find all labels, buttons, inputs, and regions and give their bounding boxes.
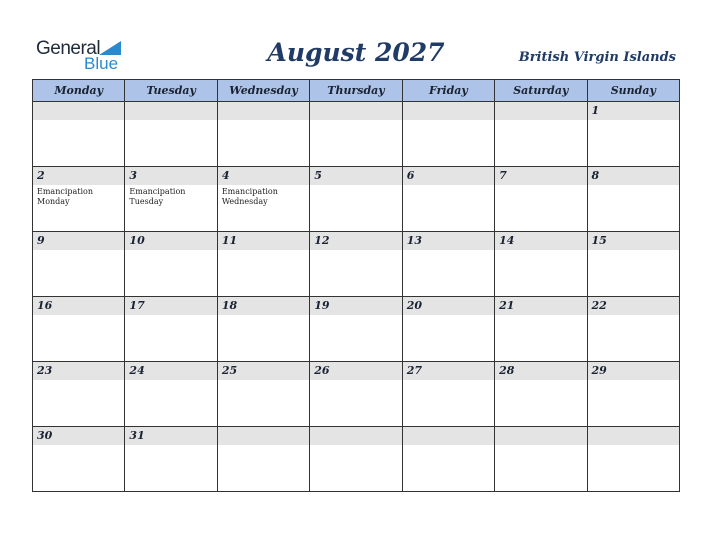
day-number: 3 [125,167,216,185]
holiday-label [403,380,494,382]
week-row [33,297,680,362]
holiday-label [403,445,494,447]
day-number: 24 [125,362,216,380]
holiday-label [495,250,586,252]
holiday-label [218,315,309,317]
holiday-label [310,120,401,122]
day-cell [402,427,494,492]
day-number [495,102,586,120]
day-cell [217,167,309,232]
day-cell [587,362,679,427]
day-cell [587,297,679,362]
day-cell [402,232,494,297]
weekday-monday: Monday [33,80,125,102]
day-number: 17 [125,297,216,315]
holiday-label [218,380,309,382]
holiday-label [495,185,586,187]
country-name: British Virgin Islands [518,50,676,65]
holiday-label [403,120,494,122]
day-cell [217,427,309,492]
day-number: 19 [310,297,401,315]
holiday-label: Emancipation Monday [37,187,94,206]
day-number: 15 [588,232,679,250]
day-number: 9 [33,232,124,250]
day-number: 16 [33,297,124,315]
holiday-label [218,445,309,447]
day-number: 31 [125,427,216,445]
holiday-label [310,380,401,382]
holiday-label [310,250,401,252]
day-cell [125,427,217,492]
day-cell [495,297,587,362]
day-cell [217,232,309,297]
day-cell [33,232,125,297]
day-cell [402,102,494,167]
day-number: 10 [125,232,216,250]
day-number: 8 [588,167,679,185]
day-number: 1 [588,102,679,120]
weekday-header-row [33,80,680,102]
day-cell [125,232,217,297]
weekday-tuesday: Tuesday [125,80,217,102]
day-cell [310,167,402,232]
day-cell [587,232,679,297]
day-number: 7 [495,167,586,185]
day-number [310,427,401,445]
day-number: 20 [403,297,494,315]
day-number [125,102,216,120]
week-row [33,102,680,167]
day-cell [310,232,402,297]
day-cell [402,167,494,232]
week-row [33,427,680,492]
day-cell [33,427,125,492]
day-number [310,102,401,120]
day-number [33,102,124,120]
holiday-label [588,250,679,252]
day-number: 11 [218,232,309,250]
day-cell [217,362,309,427]
day-cell [125,167,217,232]
day-number [218,427,309,445]
week-row [33,232,680,297]
day-number: 13 [403,232,494,250]
weekday-saturday: Saturday [495,80,587,102]
day-number: 28 [495,362,586,380]
day-number: 27 [403,362,494,380]
holiday-label [310,315,401,317]
holiday-label: Emancipation Wednesday [221,187,278,206]
holiday-label [403,185,494,187]
holiday-label [588,315,679,317]
holiday-label [310,185,401,187]
day-number: 6 [403,167,494,185]
holiday-label [33,380,124,382]
day-number: 5 [310,167,401,185]
day-number: 18 [218,297,309,315]
holiday-label: Emancipation Tuesday [129,187,186,206]
holiday-label [218,250,309,252]
day-cell [217,297,309,362]
day-number [218,102,309,120]
day-cell [495,167,587,232]
holiday-label [495,315,586,317]
day-number: 14 [495,232,586,250]
logo-general-text: General [36,38,101,59]
day-cell [310,362,402,427]
day-cell [402,362,494,427]
weekday-sunday: Sunday [587,80,679,102]
weekday-friday: Friday [402,80,494,102]
day-cell [495,232,587,297]
day-cell [217,102,309,167]
day-cell [495,362,587,427]
holiday-label [588,445,679,447]
day-cell [495,427,587,492]
day-cell [587,427,679,492]
holiday-label [495,445,586,447]
holiday-label [33,250,124,252]
day-cell [33,362,125,427]
day-cell [495,102,587,167]
holiday-label [125,250,216,252]
day-number: 23 [33,362,124,380]
holiday-label [310,445,401,447]
day-number [403,102,494,120]
holiday-label [588,380,679,382]
day-number: 26 [310,362,401,380]
holiday-label [403,315,494,317]
holiday-label [33,315,124,317]
day-cell [310,297,402,362]
day-number: 4 [218,167,309,185]
weekday-wednesday: Wednesday [217,80,309,102]
calendar-grid [32,79,680,492]
day-cell [310,427,402,492]
day-number: 2 [33,167,124,185]
weekday-thursday: Thursday [310,80,402,102]
holiday-label [125,445,216,447]
week-row [33,167,680,232]
day-cell [402,297,494,362]
day-cell [125,102,217,167]
day-number: 30 [33,427,124,445]
day-cell [33,102,125,167]
holiday-label [125,380,216,382]
calendar-weeks [33,102,680,492]
day-number: 25 [218,362,309,380]
day-cell [587,167,679,232]
week-row [33,362,680,427]
holiday-label [218,120,309,122]
day-number: 21 [495,297,586,315]
holiday-label [495,380,586,382]
day-number: 22 [588,297,679,315]
day-cell [125,297,217,362]
day-number [403,427,494,445]
day-number [588,427,679,445]
holiday-label [125,120,216,122]
holiday-label [588,120,679,122]
day-number [495,427,586,445]
holiday-label [33,120,124,122]
holiday-label [33,445,124,447]
day-cell [33,297,125,362]
holiday-label [495,120,586,122]
calendar-title: August 2027 [267,38,445,67]
day-cell [587,102,679,167]
holiday-label [125,315,216,317]
day-number: 12 [310,232,401,250]
holiday-label [588,185,679,187]
holiday-label [403,250,494,252]
day-cell [33,167,125,232]
logo-blue-text: Blue [84,54,119,73]
day-cell [125,362,217,427]
day-number: 29 [588,362,679,380]
day-cell [310,102,402,167]
